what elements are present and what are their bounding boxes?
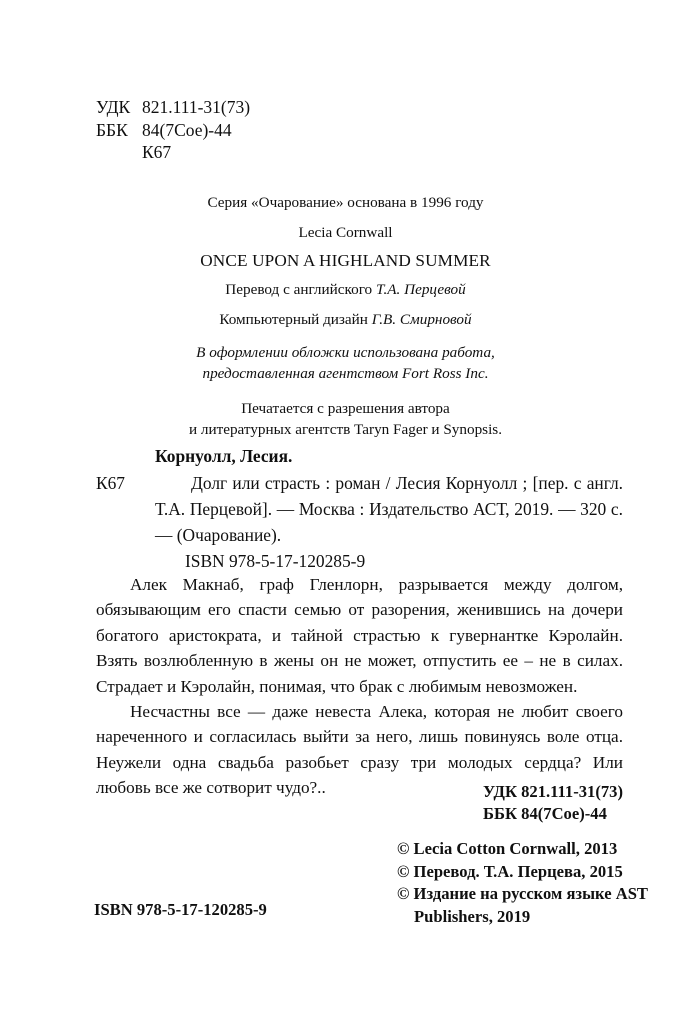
original-title-line: ONCE UPON A HIGHLAND SUMMER xyxy=(200,251,491,270)
annotation-paragraph-1: Алек Макнаб, граф Гленлорн, разрывается между долгом, обязывающим его спасти семью от разорения, женившись на дочери богатого аристократа, и тайной страстью к гувернантке Кэролайн. Взять возлюбленную в жены он не может, отпустить ее – не в силах. Страдает и Кэролайн, понимая, что брак с любимым невозможен. xyxy=(96,575,623,696)
permission-line-1: Печатается с разрешения автора xyxy=(241,400,450,417)
bbk-line-bottom: ББК 84(7Сое)-44 xyxy=(483,803,607,823)
isbn-bottom: ISBN 978-5-17-120285-9 xyxy=(94,900,267,919)
biblio-body xyxy=(96,470,623,548)
author-latin-line: Lecia Cornwall xyxy=(298,224,393,241)
biblio-description: Долг или страсть : роман / Лесия Корнуолл ; [пер. с англ. Т.А. Перцевой]. — Москва : Издательство АСТ, 2019. — 320 с. — (Очарование). xyxy=(155,473,623,545)
udk-row-top xyxy=(96,96,250,119)
biblio-shelf-code: К67 xyxy=(96,473,125,493)
annotation-paragraph-2: Несчастны все — даже невеста Алека, которая не любит своего нареченного и согласилась выйти за него, лишь повинуясь воле отца. Неужели одна свадьба разобьет сразу три молодых сердца? Или любовь все же сотворит чудо?.. xyxy=(96,702,623,798)
bibliographic-record xyxy=(96,444,623,574)
bbk-label-top: ББК xyxy=(96,119,128,140)
copyright-line-4: Publishers, 2019 xyxy=(414,906,531,926)
designer-name: Г.В. Смирновой xyxy=(371,311,472,328)
copyright-block xyxy=(397,838,648,928)
design-credit-line xyxy=(0,310,691,329)
design-prefix: Компьютерный дизайн xyxy=(219,311,372,328)
udk-value-top: 821.111-31(73) xyxy=(142,97,251,117)
annotation-block xyxy=(96,572,623,801)
biblio-isbn: ISBN 978-5-17-120285-9 xyxy=(185,551,366,571)
translation-prefix: Перевод с английского xyxy=(225,281,376,298)
shelf-value-top: К67 xyxy=(142,142,172,162)
udk-label-top: УДК xyxy=(96,97,131,117)
bbk-row-top xyxy=(96,119,250,142)
classification-block-bottom xyxy=(483,781,623,824)
translation-credit-line xyxy=(0,280,691,299)
cover-note-line-1: В оформлении обложки использована работа, xyxy=(196,344,495,361)
copyright-line-2: © Перевод. Т.А. Перцева, 2015 xyxy=(397,861,623,881)
bbk-value-top: 84(7Сое)-44 xyxy=(142,119,232,140)
cover-note-line-2: предоставленная агентством Fort Ross Inc. xyxy=(202,365,489,382)
copyright-line-3: © Издание на русском языке AST xyxy=(397,884,648,903)
series-line: Серия «Очарование» основана в 1996 году xyxy=(207,194,484,211)
imprint-block xyxy=(0,193,691,440)
biblio-author: Корнуолл, Лесия. xyxy=(155,446,293,466)
translator-name: Т.А. Перцевой xyxy=(375,281,466,298)
copyright-line-1: © Lecia Cotton Cornwall, 2013 xyxy=(397,839,618,858)
permission-line-2: и литературных агентств Taryn Fager и Synopsis. xyxy=(188,421,503,438)
shelf-row-top xyxy=(96,141,250,164)
udk-line-bottom: УДК 821.111-31(73) xyxy=(483,782,623,801)
classification-block-top xyxy=(96,96,250,164)
